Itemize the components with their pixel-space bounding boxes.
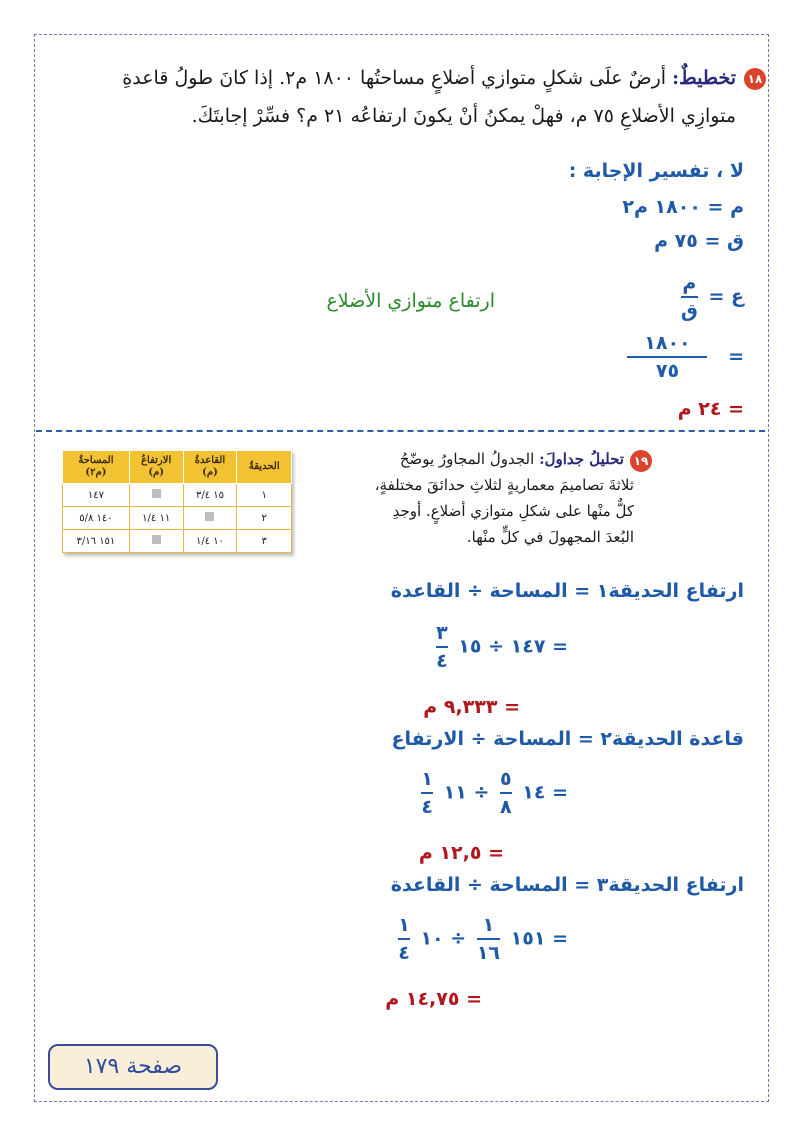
garden-1-expr: = ١٤٧ ÷ ١٥ (458, 635, 568, 658)
garden-3-fraction-a (477, 914, 500, 964)
question-18-number: ١٨ (744, 68, 766, 90)
substitution-numerator: ١٨٠٠ (644, 332, 691, 354)
answer-18-no: لا ، تفسير الإجابة : (568, 160, 744, 182)
denominator: ٤ (398, 942, 410, 964)
header-base: القاعدةُ (م) (183, 451, 237, 484)
cell-area: ١٤٧ (63, 484, 130, 507)
cell-area: ١٥١ ٣/١٦ (63, 530, 130, 553)
table-row (63, 530, 292, 553)
fraction-bar (421, 792, 433, 794)
unknown-box-icon (152, 489, 161, 498)
header-height: الارتفاعُ (م) (129, 451, 183, 484)
numerator: ٥ (500, 768, 512, 790)
numerator: ١ (398, 914, 410, 936)
table-row (63, 484, 292, 507)
garden-2-fraction-a (500, 768, 512, 818)
question-19-line-1 (324, 446, 624, 472)
garden-3-whole-a: ١٥١ (510, 927, 546, 950)
table-header-row (63, 451, 292, 484)
page-number-badge: صفحة ١٧٩ (48, 1044, 218, 1090)
header-area: المساحةُ (م٢) (63, 451, 130, 484)
height-fraction-numerator: م (682, 272, 697, 294)
answer-18-substitution (623, 332, 744, 382)
fraction-bar (681, 296, 698, 298)
garden-2-whole-a: ١٤ (522, 781, 546, 804)
header-garden: الحديقةُ (237, 451, 292, 484)
garden-2-result: = ١٢,٥ م (418, 842, 504, 864)
cell-base: ١٠ ١/٤ (183, 530, 237, 553)
garden-1-numerator: ٣ (436, 622, 448, 644)
height-fraction-denominator: ق (680, 300, 698, 322)
divide-sign: ÷ (473, 781, 490, 804)
substitution-denominator: ٧٥ (655, 360, 680, 382)
garden-1-fraction (436, 622, 448, 672)
cell-base-unknown (183, 507, 237, 530)
answer-18-height-formula (677, 272, 744, 322)
cell-garden: ١ (237, 484, 292, 507)
cell-area: ١٤٠ ٥/٨ (63, 507, 130, 530)
cell-height-unknown (129, 530, 183, 553)
fraction-bar (398, 938, 410, 940)
garden-3-fraction-b (398, 914, 410, 964)
cell-base: ١٥ ٣/٤ (183, 484, 237, 507)
height-fraction (681, 272, 698, 322)
fraction-bar (436, 646, 448, 648)
question-18-line-1: أرضٌ علَى شكلٍ متوازي أضلاعٍ مساحتُها ١٨٠٠ م٢. إذا كانَ طولُ قاعدةِ (122, 67, 667, 89)
denominator: ١٦ (476, 942, 501, 964)
question-19-line-2: ثلاثةَ تصاميمَ معماريةٍ لثلاثِ حدائقَ مختلفةٍ، (374, 476, 634, 494)
cell-garden: ٣ (237, 530, 292, 553)
question-18-text (76, 62, 736, 94)
cell-height: ١١ ١/٤ (129, 507, 183, 530)
question-19-text-1: الجدولُ المجاورُ يوضّحُ (399, 450, 535, 468)
answer-18-note: ارتفاع متوازي الأضلاع (326, 290, 495, 312)
garden-1-title: ارتفاع الحديقة١ = المساحة ÷ القاعدة (390, 580, 744, 602)
equals-sign: = (728, 345, 744, 368)
garden-3-result: = ١٤,٧٥ م (385, 988, 482, 1010)
gardens-table (62, 450, 292, 553)
question-19-line-3: كلٌّ منْها على شكلِ متوازي أضلاعٍ. أوجدِ (392, 502, 634, 520)
substitution-fraction (627, 332, 707, 382)
question-18-line-2: متوازِي الأضلاعِ ٧٥ م، فهلْ يمكنُ أنْ يكونَ ارتفاعُه ٢١ م؟ فسِّرْ إجابتَكَ. (191, 105, 736, 127)
unknown-box-icon (152, 535, 161, 544)
section-divider (36, 430, 765, 432)
garden-1-result: = ٩,٣٣٣ م (423, 696, 520, 718)
divide-sign: ÷ (450, 927, 467, 950)
denominator: ٤ (421, 796, 434, 818)
cell-garden: ٢ (237, 507, 292, 530)
numerator: ١ (421, 768, 434, 790)
denominator: ٨ (500, 796, 512, 818)
fraction-bar (477, 938, 500, 940)
question-19-label: تحليلُ جداولَ: (539, 450, 624, 468)
question-18-label: تخطيطٌ: (672, 67, 736, 89)
garden-2-expression (417, 768, 568, 818)
garden-2-whole-b: ١١ (443, 781, 467, 804)
garden-3-title: ارتفاع الحديقة٣ = المساحة ÷ القاعدة (390, 874, 744, 896)
equals-sign: = (552, 927, 568, 950)
garden-3-expression (394, 914, 568, 964)
answer-18-base: ق = ٧٥ م (654, 230, 744, 252)
garden-2-title: قاعدة الحديقة٢ = المساحة ÷ الارتفاع (391, 728, 744, 750)
garden-3-whole-b: ١٠ (420, 927, 444, 950)
unknown-box-icon (205, 512, 214, 521)
numerator: ١ (482, 914, 495, 936)
table-row (63, 507, 292, 530)
height-symbol: ع = (708, 285, 744, 308)
garden-1-expression (432, 622, 568, 672)
garden-1-denominator: ٤ (436, 650, 448, 672)
fraction-bar (500, 792, 512, 794)
fraction-bar (627, 356, 707, 358)
question-19-line-4: البُعدَ المجهولَ في كلٍّ منْها. (466, 528, 634, 546)
answer-18-result: = ٢٤ م (677, 398, 744, 420)
question-19-number: ١٩ (630, 450, 652, 472)
answer-18-area: م = ١٨٠٠ م٢ (622, 196, 744, 218)
cell-height-unknown (129, 484, 183, 507)
garden-2-fraction-b (421, 768, 433, 818)
equals-sign: = (552, 781, 568, 804)
